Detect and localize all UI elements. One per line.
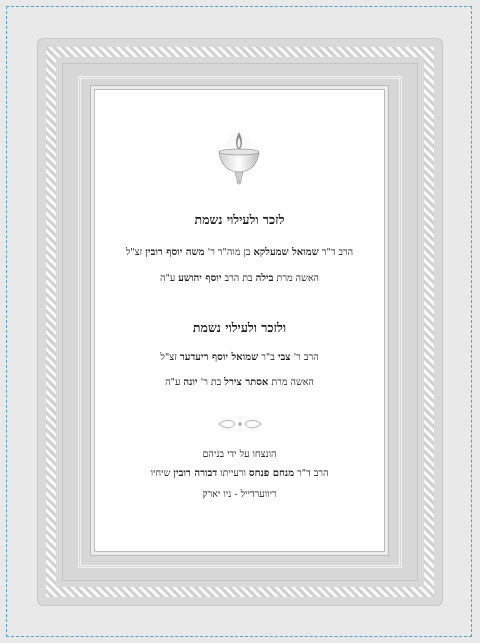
memorial-1-line-2: האשה מרת בילה בת הרב יוסף יהושע ע"ה <box>160 273 319 284</box>
memorial-2-line-2: האשה מרת אסתר צירל בת ר' יונה ע"ה <box>165 377 314 388</box>
memorial-2-line-1: הרב ר' צבי ב"ר שמואל יוסף ריעדער זצ"ל <box>160 352 319 363</box>
memorial-1-line-1: הרב ד"ר שמואל שמעלקא בן מוה"ר ר' משה יוסף רובין זצ"ל <box>125 247 354 258</box>
memorial-heading-2: ולזכר ולעילוי נשמת <box>192 320 287 335</box>
ornament-divider-icon <box>217 418 263 430</box>
donors-intro: הונצחו על ידי בניהם <box>202 449 277 460</box>
donors-location: ריווערדייל - ניו יארק <box>202 489 277 500</box>
memorial-heading-1: לזכר ולעילוי נשמת <box>194 212 285 227</box>
donors-line: הרב ד"ר מנחם פנחס ורעייתו דבורה רובין שיחיו <box>150 468 329 479</box>
memorial-lamp-icon <box>215 128 263 186</box>
